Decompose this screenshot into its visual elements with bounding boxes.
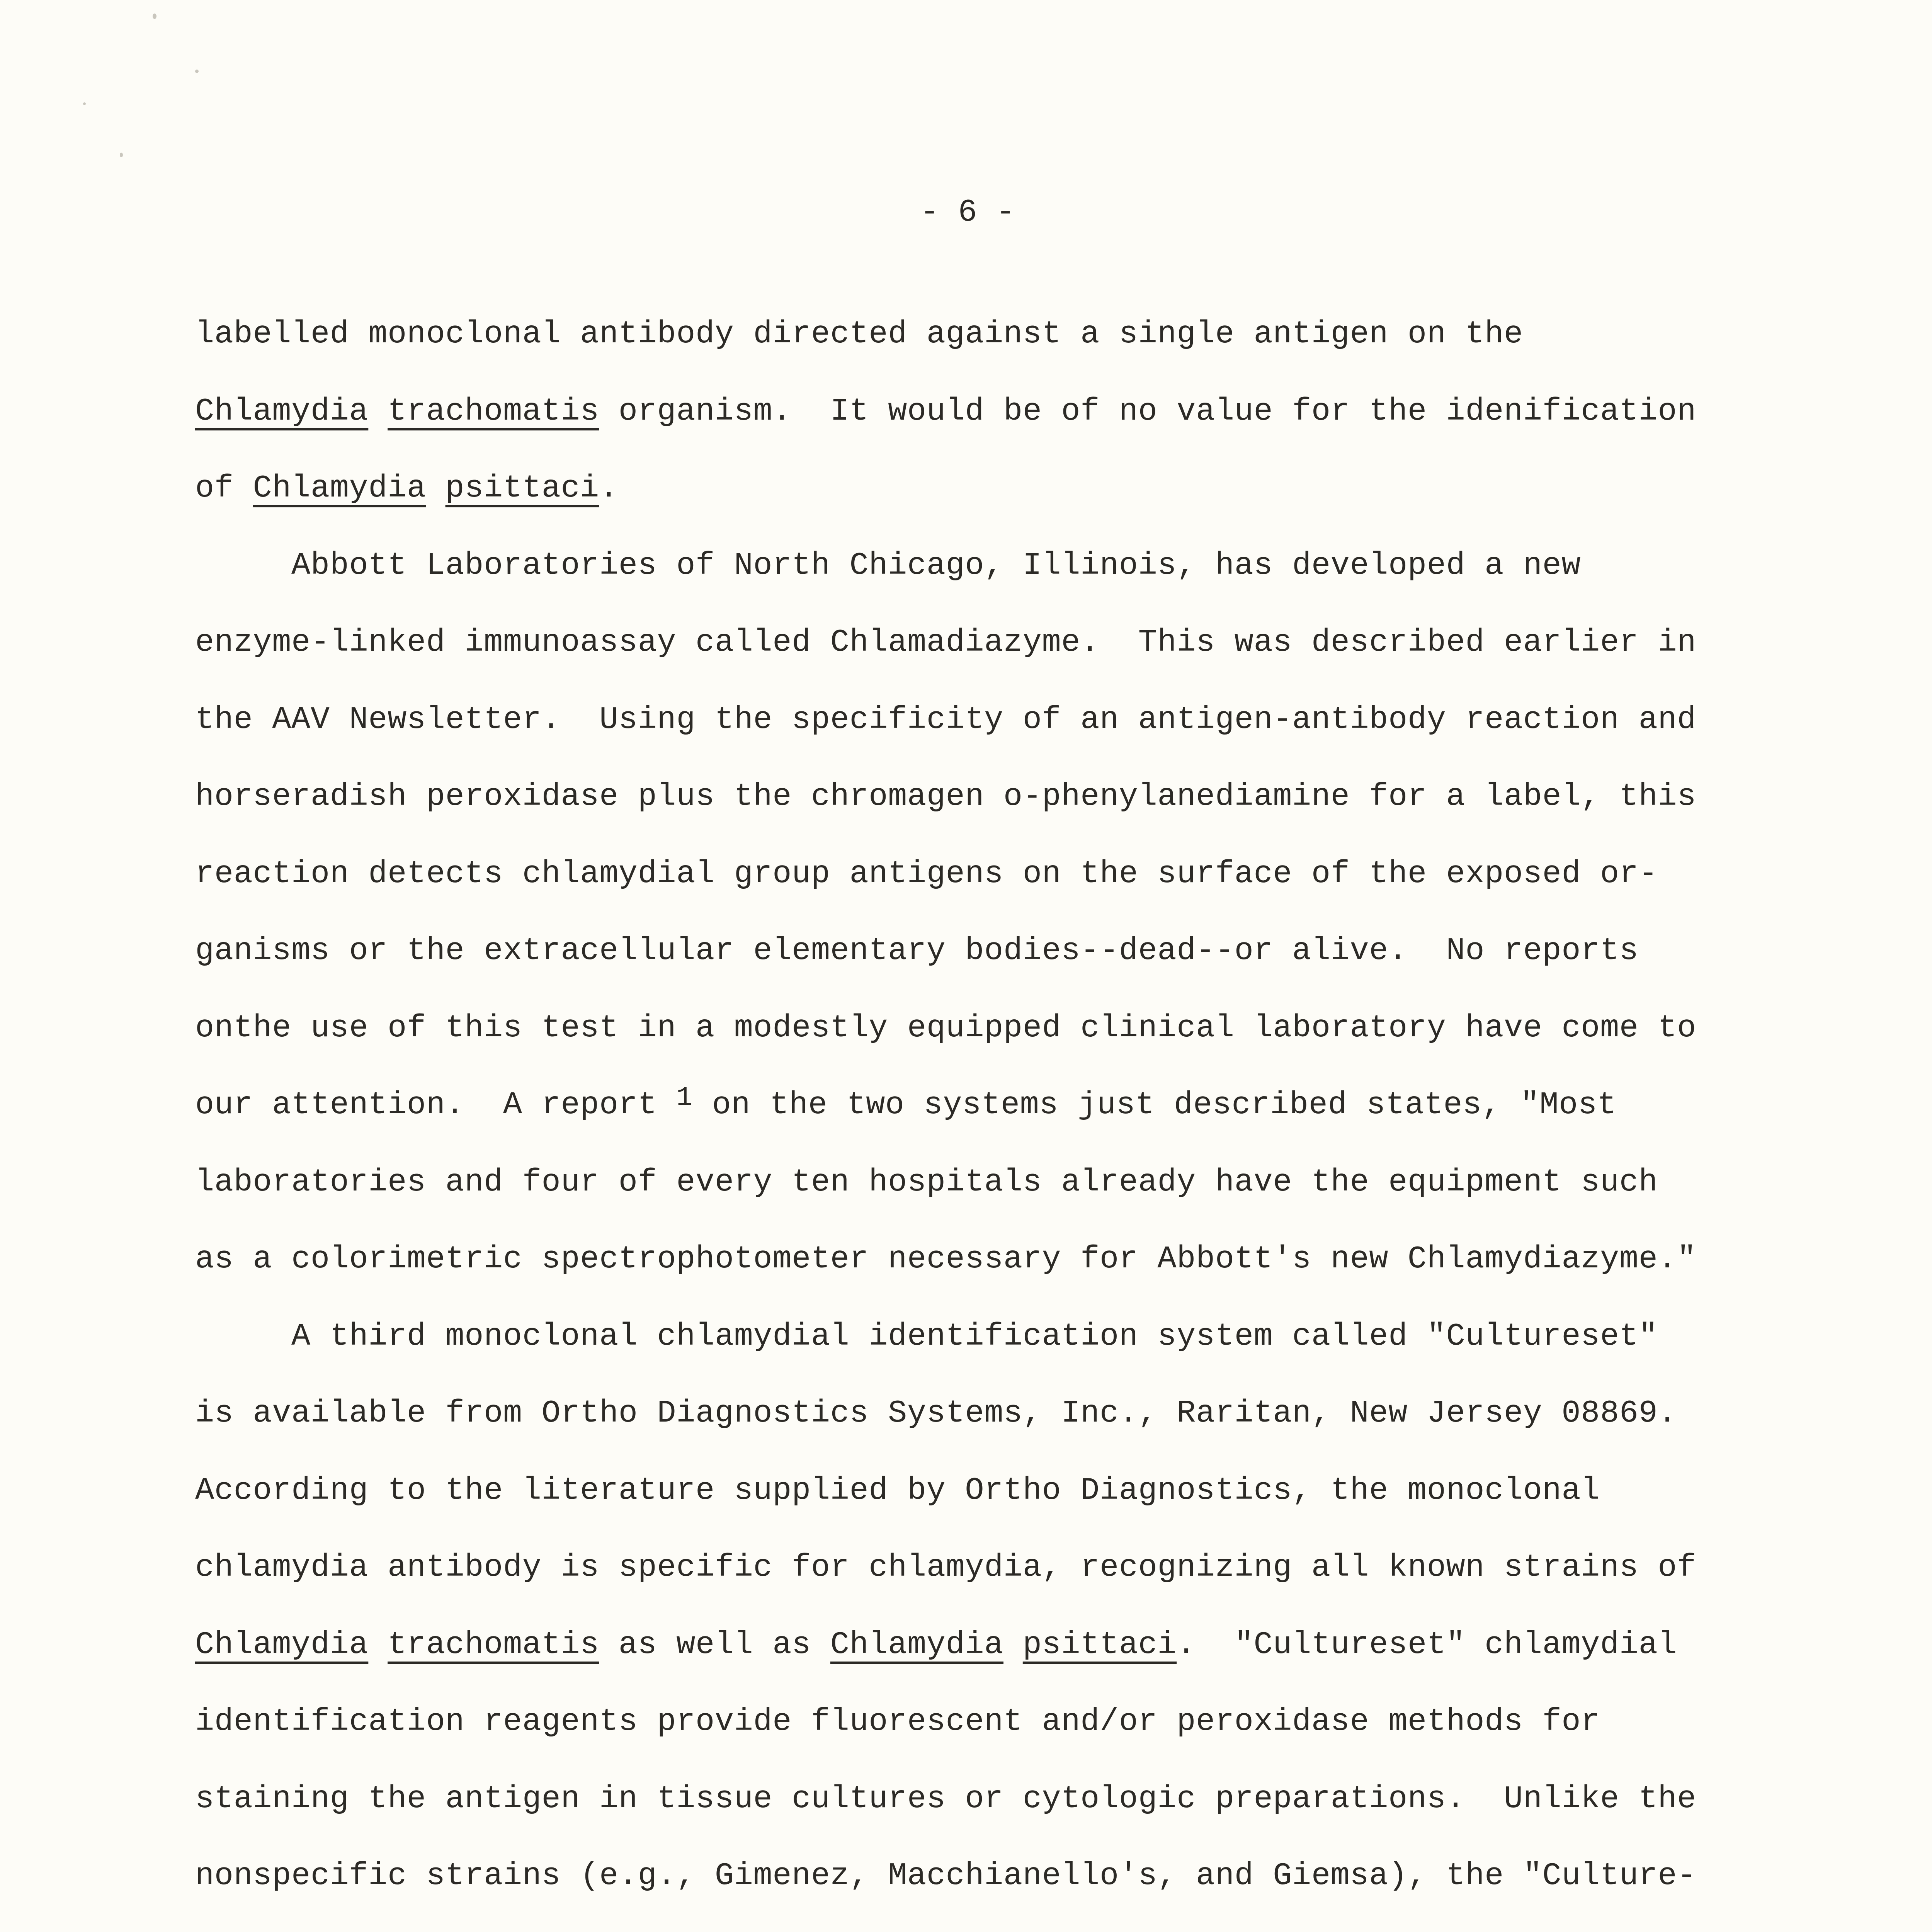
text-run: . "Cultureset" chlamydial bbox=[1177, 1626, 1677, 1663]
underlined-term: Chlamydia bbox=[830, 1626, 1003, 1663]
text-run: as a colorimetric spectrophotometer necessary for Abbott's new Chlamydiazyme." bbox=[195, 1241, 1697, 1277]
text-run: our attention. A report bbox=[195, 1087, 677, 1123]
text-line bbox=[195, 1468, 1721, 1514]
text-line bbox=[195, 774, 1721, 820]
page-number: - 6 - bbox=[920, 194, 1015, 230]
text-run: reaction detects chlamydial group antigens on the surface of the exposed or- bbox=[195, 855, 1658, 892]
text-run: organism. It would be of no value for the idenification bbox=[599, 393, 1697, 429]
text-run: horseradish peroxidase plus the chromagen o-phenylanediamine for a label, this bbox=[195, 779, 1697, 815]
text-line bbox=[195, 1544, 1721, 1591]
text-run: nonspecific strains (e.g., Gimenez, Macchianello's, and Giemsa), the "Culture- bbox=[195, 1858, 1697, 1894]
paper-speck bbox=[153, 14, 156, 19]
text-line bbox=[195, 465, 1721, 512]
underlined-term: psittaci bbox=[445, 470, 599, 506]
footnote-reference: 1 bbox=[676, 1083, 693, 1113]
text-run: is available from Ortho Diagnostics Systems, Inc., Raritan, New Jersey 08869. bbox=[195, 1395, 1677, 1431]
text-run: staining the antigen in tissue cultures or cytologic preparations. Unlike the bbox=[195, 1781, 1697, 1817]
text-run bbox=[426, 470, 446, 506]
text-line bbox=[195, 1159, 1721, 1206]
underlined-term: Chlamydia bbox=[195, 1626, 369, 1663]
text-run: onthe use of this test in a modestly equipped clinical laboratory have come to bbox=[195, 1010, 1697, 1046]
paper-speck bbox=[83, 102, 86, 105]
text-line bbox=[195, 311, 1721, 357]
underlined-term: trachomatis bbox=[388, 1626, 599, 1663]
text-line bbox=[195, 1930, 1721, 1932]
text-line bbox=[195, 1313, 1721, 1360]
text-run: labelled monoclonal antibody directed against a single antigen on the bbox=[195, 316, 1523, 352]
text-run: ganisms or the extracellular elementary bodies--dead--or alive. No reports bbox=[195, 933, 1639, 969]
text-run: identification reagents provide fluorescent and/or peroxidase methods for bbox=[195, 1704, 1600, 1740]
underlined-term: trachomatis bbox=[388, 393, 599, 429]
text-run: on the two systems just described states, "Most bbox=[692, 1087, 1617, 1123]
text-run: as well as bbox=[599, 1626, 830, 1663]
text-line bbox=[195, 1082, 1721, 1130]
text-run: chlamydia antibody is specific for chlamydia, recognizing all known strains of bbox=[195, 1549, 1697, 1585]
paper-speck bbox=[195, 70, 199, 73]
text-run: Abbott Laboratories of North Chicago, Illinois, has developed a new bbox=[195, 547, 1581, 583]
text-run bbox=[368, 393, 388, 429]
text-line bbox=[195, 543, 1721, 589]
text-line bbox=[195, 1699, 1721, 1745]
text-run: the AAV Newsletter. Using the specificity of an antigen-antibody reaction and bbox=[195, 701, 1697, 738]
text-line bbox=[195, 1853, 1721, 1899]
text-run bbox=[1003, 1627, 1023, 1663]
text-line bbox=[195, 1390, 1721, 1437]
text-line bbox=[195, 1005, 1721, 1051]
text-line bbox=[195, 851, 1721, 897]
text-line bbox=[195, 1236, 1721, 1282]
text-run: laboratories and four of every ten hospitals already have the equipment such bbox=[195, 1164, 1658, 1200]
underlined-term: psittaci bbox=[1022, 1626, 1177, 1663]
text-line bbox=[195, 1622, 1721, 1668]
text-line bbox=[195, 928, 1721, 974]
text-line bbox=[195, 1776, 1721, 1822]
text-run: A third monoclonal chlamydial identification system called "Cultureset" bbox=[195, 1318, 1658, 1354]
text-run: of bbox=[195, 470, 253, 506]
underlined-term: Chlamydia bbox=[253, 470, 426, 506]
text-run: enzyme-linked immunoassay called Chlamadiazyme. This was described earlier in bbox=[195, 624, 1697, 660]
text-line bbox=[195, 697, 1721, 743]
text-line bbox=[195, 388, 1721, 435]
text-run: According to the literature supplied by Ortho Diagnostics, the monoclonal bbox=[195, 1472, 1600, 1509]
text-run bbox=[368, 1627, 388, 1663]
text-line bbox=[195, 619, 1721, 666]
paper-speck bbox=[120, 153, 123, 157]
underlined-term: Chlamydia bbox=[195, 393, 369, 429]
text-run: . bbox=[599, 470, 619, 506]
